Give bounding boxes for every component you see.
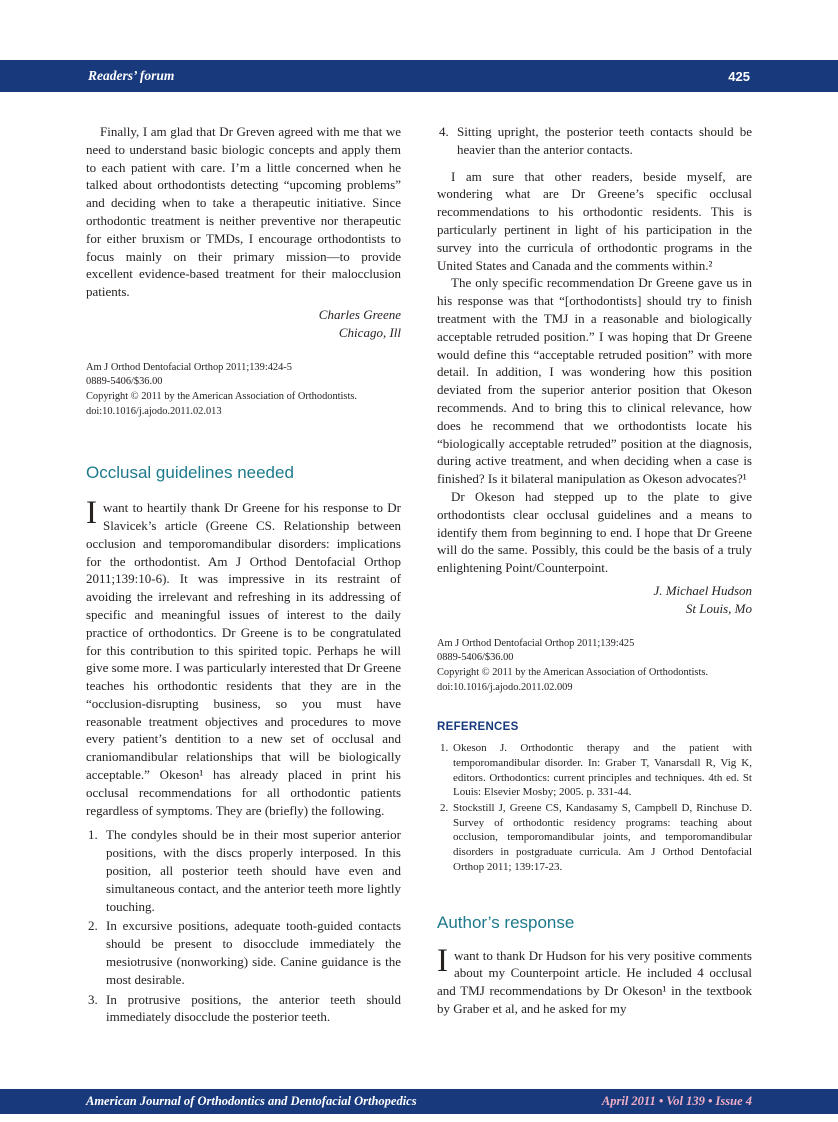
drop-cap: I <box>437 942 448 979</box>
list-number: 1. <box>88 827 98 843</box>
opening-text: want to thank Dr Hudson for his very positive comments about my Counterpoint article. He included 4 occlusal and TMJ recommendations by Dr Okeson¹ in the textbook by Graber et al, and he asked for my <box>437 947 752 1017</box>
page-header-bar <box>0 60 838 92</box>
citation-line: Am J Orthod Dentofacial Orthop 2011;139:425 <box>437 637 635 649</box>
drop-cap: I <box>86 495 97 532</box>
hudson-paragraph: The only specific recommendation Dr Greene gave us in his response was that “[orthodontists] should try to finish treatment with the TMJ in a reasonable and biologically acceptable retruded position.” I was hoping that Dr Greene would define this “acceptable retruded position” with more detail. In addition, I was wondering how this position deviated from the superior anterior position that Okeson recommends. And to bring this to clinical relevance, how does he recommend that we orthodontists locate his “biologically acceptable retruded” position at the diagnosis, during active treatment, and when deciding when a case is finished? Is it bilateral manipulation as Okeson advocates?¹ <box>437 275 752 487</box>
citation-line: Am J Orthod Dentofacial Orthop 2011;139:424-5 <box>86 361 292 373</box>
list-text: The condyles should be in their most superior anterior positions, with the discs properly interposed. In this position, all posterior teeth should have even and simultaneous contact, and the anterior teeth more lightly touching. <box>106 827 401 914</box>
reference-item <box>437 801 752 875</box>
reference-item <box>437 741 752 800</box>
response-title: Author’s response <box>437 912 575 932</box>
list-number: 3. <box>88 991 98 1007</box>
greene-signature-block <box>86 306 401 343</box>
list-item <box>86 826 401 915</box>
citation-line: 0889-5406/$36.00 <box>437 652 514 664</box>
citation-line: doi:10.1016/j.ajodo.2011.02.013 <box>86 405 222 417</box>
signature-location: Chicago, Ill <box>338 325 401 341</box>
running-head: Readers’ forum <box>88 68 175 83</box>
list-text: In excursive positions, adequate tooth-guided contacts should be present to disocclude immediately the mesiotrusive (nonworking) side. Canine guidance is the most desirable. <box>106 918 401 987</box>
signature-name: J. Michael Hudson <box>653 582 752 598</box>
journal-name: American Journal of Orthodontics and Dentofacial Orthopedics <box>86 1094 417 1108</box>
page-number: 425 <box>728 68 750 84</box>
list-item <box>86 917 401 988</box>
reference-text: Okeson J. Orthodontic therapy and the patient with temporomandibular disorder. In: Graber T, Vanarsdall R, Vig K, editors. Orthodontics: current principles and techniques. 4th ed. St Louis: Elsevier Mosby; 2005. p. 331-44. <box>453 742 752 799</box>
citation-line: doi:10.1016/j.ajodo.2011.02.009 <box>437 681 573 693</box>
hudson-opening-paragraph <box>86 495 401 819</box>
opening-text: want to heartily thank Dr Greene for his response to Dr Slavicek’s article (Greene CS. Relationship between occlusion and temporomandibular disorders: implications for the orthodontist. Am J Orthod Dentofacial Orthop 2011;139:10-6). It was impressive in its restraint of avoiding the irrelevant and refreshing in its addressing of specific and meaningful issues of interest to the daily practice of orthodontics. Dr Greene is to be congratulated for this contribution to this spirited topic. Perhaps he will give some more. I was particularly interested that Dr Greene teaches his orthodontic residents that they are in the “occlusion-disrupting business, so you must have reasonable treatment objectives and procedures to move every patient’s dentition to a new set of occlusal and craniomandibular relationships that will be biologically acceptable.” Okeson¹ has already placed in print his occlusal recommendations for all orthodontic patients regardless of symptoms. They are (briefly) the following. <box>86 500 401 818</box>
page-footer-bar <box>0 1089 838 1114</box>
citation-line: 0889-5406/$36.00 <box>86 376 163 388</box>
greene-closing-paragraph: Finally, I am glad that Dr Greven agreed with me that we need to understand basic biologic concepts and apply them to each patient with care. I’m a little concerned when he talked about orthodontists detecting “upcoming problems” and deciding when to take a therapeutic initiative. Since orthodontic treatment is neither preventive nor therapeutic for either bruxism or TMDs, I encourage orthodontists to focus mainly on their primary mission—to provide excellent evidence-based treatment for their malocclusion patients. <box>86 124 401 300</box>
greene-citation-block <box>86 361 401 419</box>
left-column <box>86 123 401 1028</box>
list-text: In protrusive positions, the anterior teeth should immediately disocclude the posterior teeth. <box>106 991 401 1025</box>
list-text: Sitting upright, the posterior teeth contacts should be heavier than the anterior contacts. <box>457 124 752 157</box>
hudson-paragraph: I am sure that other readers, beside myself, are wondering what are Dr Greene’s specific occlusal recommendations to his orthodontic residents. This is particularly pertinent in light of his participation in the survey into the curricula of orthodontic programs in the United States and Canada and the comments within.² <box>437 168 752 273</box>
list-item <box>437 123 752 159</box>
reference-text: Stockstill J, Greene CS, Kandasamy S, Campbell D, Rinchuse D. Survey of orthodontic residency programs: teaching about occlusion, temporomandibular joints, and temporomandibular disorders in postgraduate curricula. Am J Orthod Dentofacial Orthop 2011; 139:17-23. <box>453 802 752 873</box>
citation-line: Copyright © 2011 by the American Association of Orthodontists. <box>437 666 709 678</box>
hudson-citation-block <box>437 637 752 695</box>
list-number: 4. <box>439 124 449 139</box>
occlusal-guidelines-list <box>86 826 401 1026</box>
signature-location: St Louis, Mo <box>685 601 752 617</box>
references-list <box>437 741 752 875</box>
list-number: 2. <box>88 918 98 934</box>
list-item <box>86 991 401 1027</box>
page-content <box>86 123 752 1028</box>
references-heading: REFERENCES <box>437 721 519 734</box>
reference-number: 1. <box>440 742 449 755</box>
signature-name: Charles Greene <box>318 306 401 322</box>
reference-number: 2. <box>440 802 449 815</box>
hudson-paragraph: Dr Okeson had stepped up to the plate to give orthodontists clear occlusal guidelines and a means to identify them from beginning to end. I hope that Dr Greene will do the same. Possibly, this could be the basis of a truly enlightening Point/Counterpoint. <box>437 488 752 576</box>
issue-info: April 2011 • Vol 139 • Issue 4 <box>601 1094 752 1108</box>
right-column <box>437 123 752 1028</box>
response-opening-paragraph <box>437 942 752 1018</box>
citation-line: Copyright © 2011 by the American Association of Orthodontists. <box>86 391 358 402</box>
hudson-signature-block <box>437 582 752 619</box>
letter-title: Occlusal guidelines needed <box>86 463 294 483</box>
